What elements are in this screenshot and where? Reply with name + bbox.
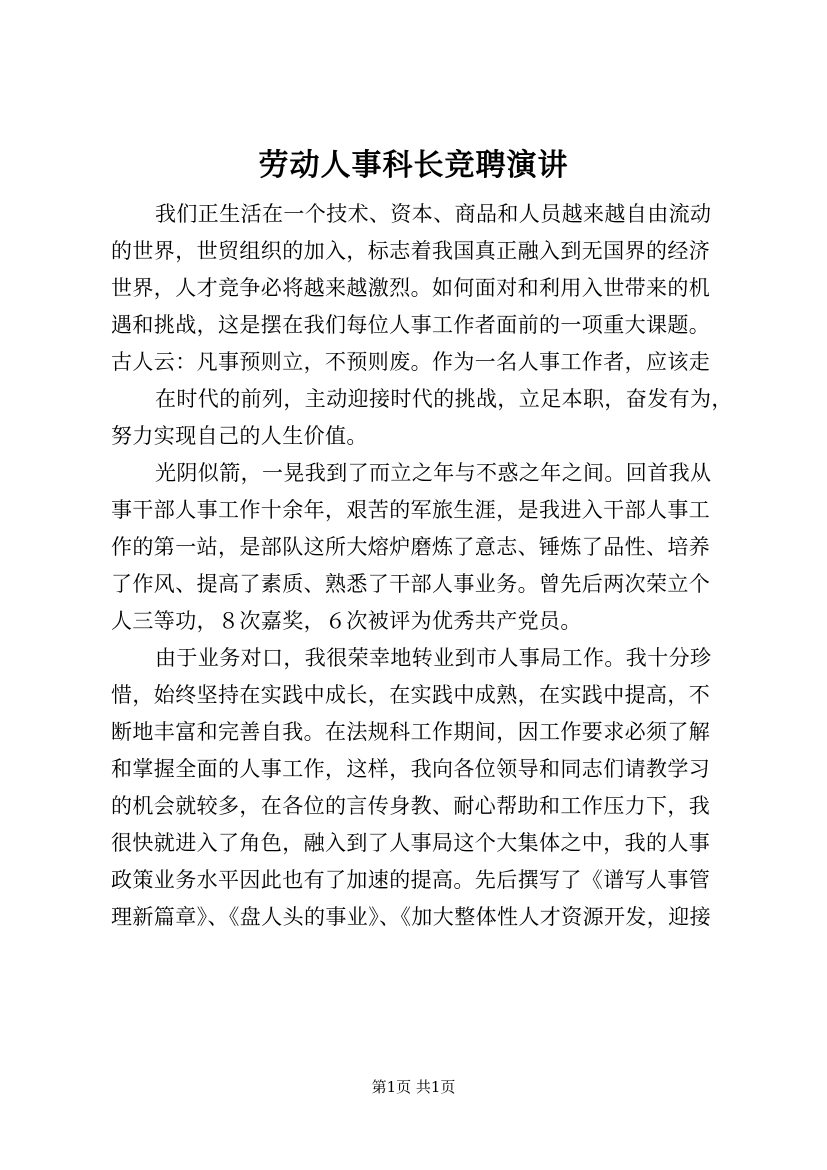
text-line: 惜，始终坚持在实践中成长，在实践中成熟，在实践中提高，不 (111, 683, 711, 707)
text-line: 努力实现自己的人生价值。 (111, 424, 368, 448)
text-line: 作的第一站，是部队这所大熔炉磨炼了意志、锤炼了品性、培养 (111, 535, 711, 559)
text-line: 人三等功，８次嘉奖，６次被评为优秀共产党员。 (111, 609, 582, 633)
text-line: 的机会就较多，在各位的言传身教、耐心帮助和工作压力下，我 (111, 794, 711, 818)
text-line: 很快就进入了角色，融入到了人事局这个大集体之中，我的人事 (111, 831, 711, 855)
page-footer: 第1页 共1页 (371, 1078, 456, 1096)
text-line: 光阴似箭，一晃我到了而立之年与不惑之年之间。回首我从 (155, 461, 712, 485)
text-line: 我们正生活在一个技术、资本、商品和人员越来越自由流动 (155, 202, 712, 226)
text-line: 了作风、提高了素质、熟悉了干部人事业务。曾先后两次荣立个 (111, 572, 711, 596)
text-line: 理新篇章》、《盘人头的事业》、《加大整体性人才资源开发，迎接 (111, 905, 711, 929)
document-title: 劳动人事科长竞聘演讲 (258, 148, 569, 183)
text-line: 政策业务水平因此也有了加速的提高。先后撰写了《谱写人事管 (111, 868, 711, 892)
text-line: 古人云：凡事预则立，不预则废。作为一名人事工作者，应该走 (111, 350, 711, 374)
text-line: 在时代的前列，主动迎接时代的挑战，立足本职，奋发有为， (155, 387, 733, 411)
text-line: 世界，人才竞争必将越来越激烈。如何面对和利用入世带来的机 (111, 276, 711, 300)
document-body (111, 196, 751, 936)
text-line: 遇和挑战，这是摆在我们每位人事工作者面前的一项重大课题。 (111, 313, 711, 337)
text-line: 事干部人事工作十余年，艰苦的军旅生涯，是我进入干部人事工 (111, 498, 711, 522)
text-line: 断地丰富和完善自我。在法规科工作期间，因工作要求必须了解 (111, 720, 711, 744)
text-line: 由于业务对口，我很荣幸地转业到市人事局工作。我十分珍 (155, 646, 712, 670)
text-line: 的世界，世贸组织的加入，标志着我国真正融入到无国界的经济 (111, 239, 711, 263)
text-line: 和掌握全面的人事工作，这样，我向各位领导和同志们请教学习 (111, 757, 711, 781)
